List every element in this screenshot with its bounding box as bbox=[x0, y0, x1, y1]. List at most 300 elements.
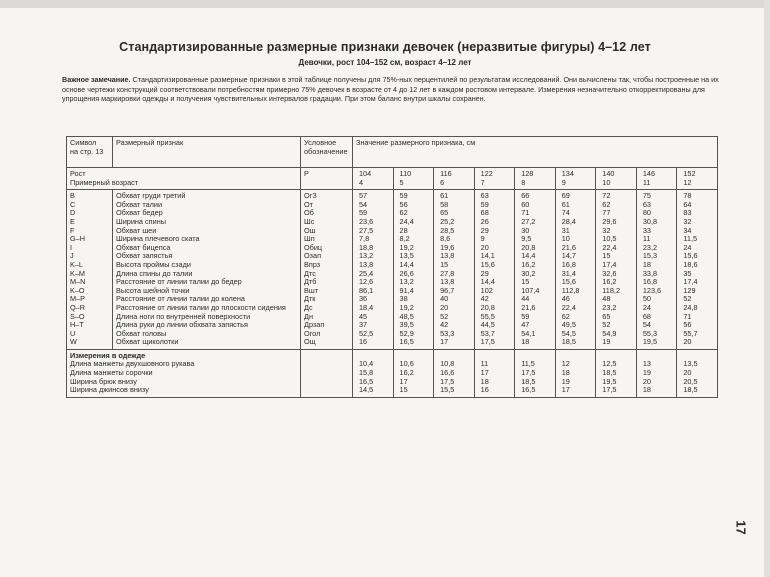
measurement-name: Длина ноги по внутренней поверхности bbox=[116, 311, 251, 321]
garment-values-col bbox=[555, 349, 596, 397]
garment-value: 17,5 bbox=[440, 376, 455, 386]
note-text: Стандартизированные размерные признаки в этой таблице получены для 75%-ных перцентилей по результатам исследований. Они вычислены так, чтобы построенные на их основе чертежи конструкций соответствовали потребностям примерно 75% девочек в возрасте от 4 до 12 лет в каждом ростовом интервале. Измерения незначительно откорректированы для упрощения маркировки одежды и получения чувствительных интервалов градации. При этом баланс внутри шкалы сохранен. bbox=[62, 75, 719, 104]
garment-values-col bbox=[393, 349, 434, 397]
measurement-symbol: W bbox=[70, 337, 77, 347]
garment-name: Длина манжеты двухшовного рукава bbox=[70, 359, 195, 369]
values-col bbox=[596, 190, 637, 350]
measurement-value: 15,6 bbox=[480, 259, 495, 269]
height-col: 134 9 bbox=[555, 168, 596, 190]
garment-value: 10,4 bbox=[359, 359, 374, 369]
measurement-value: 80 bbox=[642, 208, 651, 218]
measurement-value: 44,5 bbox=[480, 320, 495, 330]
measurement-symbol: E bbox=[70, 216, 75, 226]
garment-values-col bbox=[434, 349, 475, 397]
measurement-code: Шп bbox=[304, 234, 315, 244]
measurement-value: 123,6 bbox=[642, 285, 662, 295]
measurement-value: 15,6 bbox=[561, 277, 576, 287]
measurement-value: 16,2 bbox=[602, 277, 617, 287]
measurement-value: 61 bbox=[440, 191, 449, 201]
measurement-code: Дтк bbox=[304, 294, 316, 304]
measurement-value: 59 bbox=[521, 311, 530, 321]
measurement-value: 68 bbox=[480, 208, 489, 218]
measurement-name: Обхват головы bbox=[116, 328, 167, 338]
measurement-value: 18 bbox=[521, 337, 530, 347]
measurement-value: 15 bbox=[440, 259, 449, 269]
measurement-value: 62 bbox=[602, 199, 611, 209]
measurement-value: 17,5 bbox=[480, 337, 495, 347]
measurement-value: 59 bbox=[399, 191, 408, 201]
measurement-code: Ош bbox=[304, 225, 316, 235]
measurement-value: 28,5 bbox=[440, 225, 455, 235]
measurement-code: ОгЗ bbox=[304, 191, 317, 201]
measurement-code: Впрз bbox=[304, 259, 321, 269]
garment-name: Длина манжеты сорочки bbox=[70, 368, 153, 378]
height-row-code: Р bbox=[301, 168, 353, 190]
measurement-value: 28,4 bbox=[561, 216, 576, 226]
garment-value: 13,5 bbox=[683, 359, 698, 369]
measurement-value: 30,8 bbox=[642, 216, 658, 226]
measurement-value: 8,2 bbox=[399, 234, 410, 244]
measurement-value: 26 bbox=[480, 216, 489, 226]
measurement-value: 48,5 bbox=[399, 311, 414, 321]
measurement-code: Дрзап bbox=[304, 320, 325, 330]
measurement-symbol: B bbox=[70, 191, 75, 201]
measurement-value: 8,6 bbox=[440, 234, 451, 244]
measurement-value: 20,8 bbox=[521, 242, 536, 252]
measurement-value: 16,8 bbox=[642, 277, 658, 287]
measurement-value: 31,4 bbox=[561, 268, 576, 278]
measurement-symbol: J bbox=[70, 251, 74, 261]
measurement-value: 63 bbox=[642, 199, 651, 209]
measurement-name: Длина руки до линии обхвата запястья bbox=[116, 320, 248, 330]
measurement-value: 20 bbox=[683, 337, 692, 347]
garment-row bbox=[67, 349, 718, 397]
values-col bbox=[353, 190, 394, 350]
measurement-value: 16,5 bbox=[399, 337, 414, 347]
measurement-value: 21,6 bbox=[521, 302, 536, 312]
measurement-name: Обхват бицепса bbox=[116, 242, 171, 252]
note-label: Важное замечание. bbox=[62, 75, 131, 84]
measurement-code: Дс bbox=[304, 302, 313, 312]
garment-names bbox=[67, 349, 301, 397]
garment-value: 20 bbox=[642, 376, 651, 386]
measurement-value: 40 bbox=[440, 294, 449, 304]
measurement-value: 71 bbox=[521, 208, 530, 218]
garment-section-title: Измерения в одежде bbox=[70, 350, 146, 360]
measurement-value: 54,9 bbox=[602, 328, 617, 338]
measurement-value: 32,6 bbox=[602, 268, 617, 278]
garment-values-col bbox=[636, 349, 677, 397]
page-right-edge bbox=[764, 0, 770, 577]
measurement-value: 57 bbox=[359, 191, 368, 201]
measurement-value: 9,5 bbox=[521, 234, 532, 244]
measurement-value: 102 bbox=[480, 285, 493, 295]
measurement-value: 77 bbox=[602, 208, 611, 218]
garment-value: 20,5 bbox=[683, 376, 698, 386]
measurement-name: Расстояние от линии талии до колена bbox=[116, 294, 245, 304]
garment-value: 10,6 bbox=[399, 359, 414, 369]
values-col bbox=[474, 190, 515, 350]
measurement-code: Дн bbox=[304, 311, 313, 321]
page-number: 17 bbox=[733, 520, 749, 535]
measurement-value: 52,5 bbox=[359, 328, 374, 338]
measurement-symbol: K–L bbox=[70, 259, 83, 269]
measurement-value: 56 bbox=[399, 199, 408, 209]
measurement-value: 63 bbox=[480, 191, 489, 201]
measurement-value: 19,2 bbox=[399, 242, 414, 252]
measurement-code: Огол bbox=[304, 328, 321, 338]
measurement-symbol: S–O bbox=[70, 311, 85, 321]
garment-value: 15,5 bbox=[440, 385, 455, 395]
measurement-value: 16 bbox=[359, 337, 368, 347]
measurement-value: 48 bbox=[602, 294, 611, 304]
garment-value: 18 bbox=[642, 385, 651, 395]
garment-value: 18,5 bbox=[521, 376, 536, 386]
height-col: 128 8 bbox=[515, 168, 556, 190]
measurement-value: 20 bbox=[440, 302, 449, 312]
garment-value: 18,5 bbox=[683, 385, 698, 395]
measurement-name: Расстояние от линии талии до бедер bbox=[116, 277, 242, 287]
measurement-value: 34 bbox=[683, 225, 692, 235]
measurement-value: 36 bbox=[359, 294, 368, 304]
garment-value: 12,5 bbox=[602, 359, 617, 369]
measurement-value: 72 bbox=[602, 191, 611, 201]
measurement-value: 53,3 bbox=[440, 328, 455, 338]
height-col: 146 11 bbox=[636, 168, 677, 190]
measurement-value: 68 bbox=[642, 311, 651, 321]
measurement-value: 60 bbox=[521, 199, 530, 209]
measurement-value: 55,7 bbox=[683, 328, 698, 338]
measurement-value: 24,8 bbox=[683, 302, 698, 312]
measurement-value: 19 bbox=[602, 337, 611, 347]
measurement-value: 29,6 bbox=[602, 216, 617, 226]
measurement-value: 50 bbox=[642, 294, 651, 304]
measurement-value: 24,4 bbox=[399, 216, 414, 226]
garment-name: Ширина брюк внизу bbox=[70, 376, 137, 386]
garment-value: 16,2 bbox=[399, 368, 414, 378]
garment-name: Ширина джинсов внизу bbox=[70, 385, 149, 395]
measurement-value: 18,8 bbox=[359, 242, 374, 252]
measurement-value: 54,1 bbox=[521, 328, 536, 338]
measurement-symbol: K–O bbox=[70, 285, 85, 295]
measurement-value: 14,7 bbox=[561, 251, 576, 261]
garment-value: 17 bbox=[561, 385, 570, 395]
measurement-value: 78 bbox=[683, 191, 692, 201]
measurement-value: 11,5 bbox=[683, 234, 698, 244]
values-col bbox=[515, 190, 556, 350]
measurement-value: 39,5 bbox=[399, 320, 414, 330]
measurement-code: Вшт bbox=[304, 285, 319, 295]
measurement-value: 19,5 bbox=[642, 337, 658, 347]
measurement-value: 55,5 bbox=[480, 311, 495, 321]
measurement-code: Обиц bbox=[304, 242, 323, 252]
height-row-label: Рост Примерный возраст bbox=[67, 168, 301, 190]
page-title: Стандартизированные размерные признаки девочек (неразвитые фигуры) 4–12 лет bbox=[119, 40, 651, 54]
measurement-value: 53,7 bbox=[480, 328, 495, 338]
measurement-name: Ширина плечевого ската bbox=[116, 234, 200, 244]
measurement-value: 10 bbox=[561, 234, 570, 244]
measurement-value: 12,6 bbox=[359, 277, 374, 287]
measurement-value: 13,5 bbox=[399, 251, 414, 261]
measurement-name: Обхват бедер bbox=[116, 208, 163, 218]
measurement-symbol: M–N bbox=[70, 277, 86, 287]
measurement-code: Озап bbox=[304, 251, 322, 261]
measurement-value: 25,4 bbox=[359, 268, 374, 278]
measurement-value: 18,5 bbox=[561, 337, 576, 347]
measurement-value: 45 bbox=[359, 311, 368, 321]
measurement-value: 31 bbox=[561, 225, 570, 235]
measurement-symbols bbox=[67, 190, 113, 350]
measurement-value: 15,3 bbox=[642, 251, 658, 261]
garment-values-col bbox=[515, 349, 556, 397]
measurement-value: 56 bbox=[683, 320, 692, 330]
height-col: 122 7 bbox=[474, 168, 515, 190]
garment-value: 16 bbox=[480, 385, 489, 395]
values-col bbox=[555, 190, 596, 350]
measurement-value: 17,4 bbox=[602, 259, 617, 269]
garment-values-col bbox=[596, 349, 637, 397]
measurement-value: 32 bbox=[602, 225, 611, 235]
measurement-name: Обхват запястья bbox=[116, 251, 173, 261]
measurement-value: 16,8 bbox=[561, 259, 576, 269]
measurement-value: 13,8 bbox=[440, 251, 455, 261]
measurement-value: 26,6 bbox=[399, 268, 414, 278]
measurement-value: 18,6 bbox=[683, 259, 698, 269]
measurement-codes bbox=[301, 190, 353, 350]
measurement-code: Шс bbox=[304, 216, 315, 226]
measurement-value: 14,4 bbox=[399, 259, 414, 269]
measurement-value: 27,5 bbox=[359, 225, 374, 235]
page-subtitle: Девочки, рост 104–152 см, возраст 4–12 лет bbox=[298, 58, 472, 67]
measurement-value: 91,4 bbox=[399, 285, 414, 295]
measurement-value: 23,6 bbox=[359, 216, 374, 226]
height-col: 116 6 bbox=[434, 168, 475, 190]
header-name: Размерный признак bbox=[113, 137, 301, 168]
measurement-value: 42 bbox=[480, 294, 489, 304]
measurement-value: 86,1 bbox=[359, 285, 374, 295]
measurement-value: 47 bbox=[521, 320, 530, 330]
measurement-value: 65 bbox=[440, 208, 449, 218]
measurement-value: 52 bbox=[440, 311, 449, 321]
measurement-symbol: M–P bbox=[70, 294, 86, 304]
measurement-name: Высота проймы сзади bbox=[116, 259, 191, 269]
garment-value: 18 bbox=[480, 376, 489, 386]
measurement-name: Обхват груди третий bbox=[116, 191, 186, 201]
measurement-value: 22,4 bbox=[602, 242, 617, 252]
measurement-value: 46 bbox=[561, 294, 570, 304]
measurement-value: 20 bbox=[480, 242, 489, 252]
measurement-value: 14,4 bbox=[521, 251, 536, 261]
measurement-value: 38 bbox=[399, 294, 408, 304]
garment-values-col bbox=[353, 349, 394, 397]
height-col: 110 5 bbox=[393, 168, 434, 190]
size-table bbox=[66, 136, 718, 398]
measurement-symbol: U bbox=[70, 328, 76, 338]
measurement-value: 129 bbox=[683, 285, 696, 295]
measurement-value: 49,5 bbox=[561, 320, 576, 330]
garment-value: 19,5 bbox=[602, 376, 617, 386]
measurement-name: Расстояние от линии талии до плоскости сидения bbox=[116, 302, 286, 312]
header-values: Значение размерного признака, см bbox=[353, 137, 718, 168]
measurement-value: 17,4 bbox=[683, 277, 698, 287]
measurement-value: 58 bbox=[440, 199, 449, 209]
measurement-value: 54,5 bbox=[561, 328, 576, 338]
measurement-value: 15 bbox=[602, 251, 611, 261]
measurement-value: 17 bbox=[440, 337, 449, 347]
garment-value: 16,5 bbox=[521, 385, 536, 395]
garment-value: 17 bbox=[480, 368, 489, 378]
garment-value: 14,5 bbox=[359, 385, 374, 395]
measurements-row bbox=[67, 190, 718, 350]
header-symbol: Символ на стр. 13 bbox=[67, 137, 113, 168]
garment-value: 17,5 bbox=[521, 368, 536, 378]
measurement-names bbox=[113, 190, 301, 350]
measurement-value: 74 bbox=[561, 208, 570, 218]
measurement-value: 14,4 bbox=[480, 277, 495, 287]
garment-value: 19 bbox=[642, 368, 651, 378]
measurement-value: 30 bbox=[521, 225, 530, 235]
measurement-name: Обхват талии bbox=[116, 199, 163, 209]
garment-value: 17,5 bbox=[602, 385, 617, 395]
measurement-name: Высота шейной точки bbox=[116, 285, 190, 295]
values-col bbox=[636, 190, 677, 350]
measurement-value: 21,6 bbox=[561, 242, 576, 252]
measurement-value: 18 bbox=[642, 259, 651, 269]
garment-value: 10,8 bbox=[440, 359, 455, 369]
garment-value: 18 bbox=[561, 368, 570, 378]
measurement-value: 7,8 bbox=[359, 234, 370, 244]
measurement-value: 13,8 bbox=[440, 277, 455, 287]
measurement-value: 33 bbox=[642, 225, 651, 235]
measurement-value: 33,8 bbox=[642, 268, 658, 278]
measurement-value: 83 bbox=[683, 208, 692, 218]
measurement-value: 52 bbox=[683, 294, 692, 304]
measurement-value: 118,2 bbox=[602, 285, 620, 295]
measurement-value: 96,7 bbox=[440, 285, 455, 295]
values-col bbox=[393, 190, 434, 350]
measurement-name: Длина спины до талии bbox=[116, 268, 193, 278]
measurement-symbol: D bbox=[70, 208, 76, 218]
measurement-symbol: I bbox=[70, 242, 73, 252]
header-code: Условное обозначение bbox=[301, 137, 353, 168]
measurement-value: 30,2 bbox=[521, 268, 536, 278]
measurement-value: 25,2 bbox=[440, 216, 455, 226]
measurement-code: Дтб bbox=[304, 277, 317, 287]
measurement-value: 42 bbox=[440, 320, 449, 330]
measurement-value: 18,4 bbox=[359, 302, 374, 312]
measurement-value: 59 bbox=[359, 208, 368, 218]
measurement-value: 52 bbox=[602, 320, 611, 330]
measurement-symbol: K–M bbox=[70, 268, 86, 278]
measurement-value: 52,9 bbox=[399, 328, 414, 338]
height-col: 104 4 bbox=[353, 168, 394, 190]
measurement-value: 15 bbox=[521, 277, 530, 287]
measurement-value: 13,2 bbox=[399, 277, 414, 287]
measurement-value: 107,4 bbox=[521, 285, 540, 295]
garment-value: 19 bbox=[561, 376, 570, 386]
garment-value: 18,5 bbox=[602, 368, 617, 378]
measurement-value: 62 bbox=[561, 311, 570, 321]
garment-value: 15 bbox=[399, 385, 408, 395]
measurement-symbol: F bbox=[70, 225, 75, 235]
measurement-value: 15,6 bbox=[683, 251, 698, 261]
values-col bbox=[677, 190, 718, 350]
measurement-value: 20,8 bbox=[480, 302, 495, 312]
measurement-value: 13,2 bbox=[359, 251, 374, 261]
garment-code-blank bbox=[301, 349, 353, 397]
measurement-code: Об bbox=[304, 208, 314, 218]
measurement-value: 28 bbox=[399, 225, 408, 235]
measurement-value: 64 bbox=[683, 199, 692, 209]
garment-value: 13 bbox=[642, 359, 651, 369]
measurement-value: 55,3 bbox=[642, 328, 658, 338]
page-top-edge bbox=[0, 0, 770, 8]
measurement-value: 23,2 bbox=[642, 242, 658, 252]
garment-values-col bbox=[677, 349, 718, 397]
measurement-value: 65 bbox=[602, 311, 611, 321]
height-col: 152 12 bbox=[677, 168, 718, 190]
garment-value: 16,6 bbox=[440, 368, 455, 378]
measurement-value: 19,2 bbox=[399, 302, 414, 312]
measurement-value: 62 bbox=[399, 208, 408, 218]
measurement-name: Обхват щиколотки bbox=[116, 337, 179, 347]
garment-value: 20 bbox=[683, 368, 692, 378]
measurement-value: 75 bbox=[642, 191, 651, 201]
measurement-value: 19,6 bbox=[440, 242, 455, 252]
measurement-value: 9 bbox=[480, 234, 485, 244]
measurement-code: Дтс bbox=[304, 268, 316, 278]
garment-value: 11 bbox=[480, 359, 489, 369]
measurement-value: 29 bbox=[480, 225, 489, 235]
measurement-value: 10,5 bbox=[602, 234, 617, 244]
measurement-value: 11 bbox=[642, 234, 651, 244]
measurement-value: 27,2 bbox=[521, 216, 536, 226]
measurement-value: 14,1 bbox=[480, 251, 495, 261]
measurement-value: 35 bbox=[683, 268, 692, 278]
measurement-value: 16,2 bbox=[521, 259, 536, 269]
measurement-value: 71 bbox=[683, 311, 692, 321]
measurement-value: 69 bbox=[561, 191, 570, 201]
measurement-value: 66 bbox=[521, 191, 530, 201]
garment-value: 17 bbox=[399, 376, 408, 386]
measurement-symbol: C bbox=[70, 199, 76, 209]
garment-value: 16,5 bbox=[359, 376, 374, 386]
measurement-symbol: Q–R bbox=[70, 302, 86, 312]
measurement-symbol: H–T bbox=[70, 320, 84, 330]
height-row bbox=[67, 168, 718, 190]
measurement-value: 37 bbox=[359, 320, 368, 330]
measurement-name: Обхват шеи bbox=[116, 225, 157, 235]
measurement-value: 13,8 bbox=[359, 259, 374, 269]
important-note bbox=[62, 75, 722, 104]
measurement-value: 44 bbox=[521, 294, 530, 304]
measurement-value: 112,8 bbox=[561, 285, 580, 295]
measurement-value: 23,2 bbox=[602, 302, 617, 312]
measurement-value: 29 bbox=[480, 268, 489, 278]
measurement-name: Ширина спины bbox=[116, 216, 166, 226]
measurement-value: 61 bbox=[561, 199, 570, 209]
height-col: 140 10 bbox=[596, 168, 637, 190]
measurement-value: 59 bbox=[480, 199, 489, 209]
garment-value: 11,5 bbox=[521, 359, 535, 369]
measurement-value: 24 bbox=[642, 302, 651, 312]
garment-value: 12 bbox=[561, 359, 570, 369]
measurement-value: 32 bbox=[683, 216, 692, 226]
measurement-value: 24 bbox=[683, 242, 692, 252]
measurement-value: 54 bbox=[642, 320, 651, 330]
measurement-value: 27,8 bbox=[440, 268, 455, 278]
values-col bbox=[434, 190, 475, 350]
